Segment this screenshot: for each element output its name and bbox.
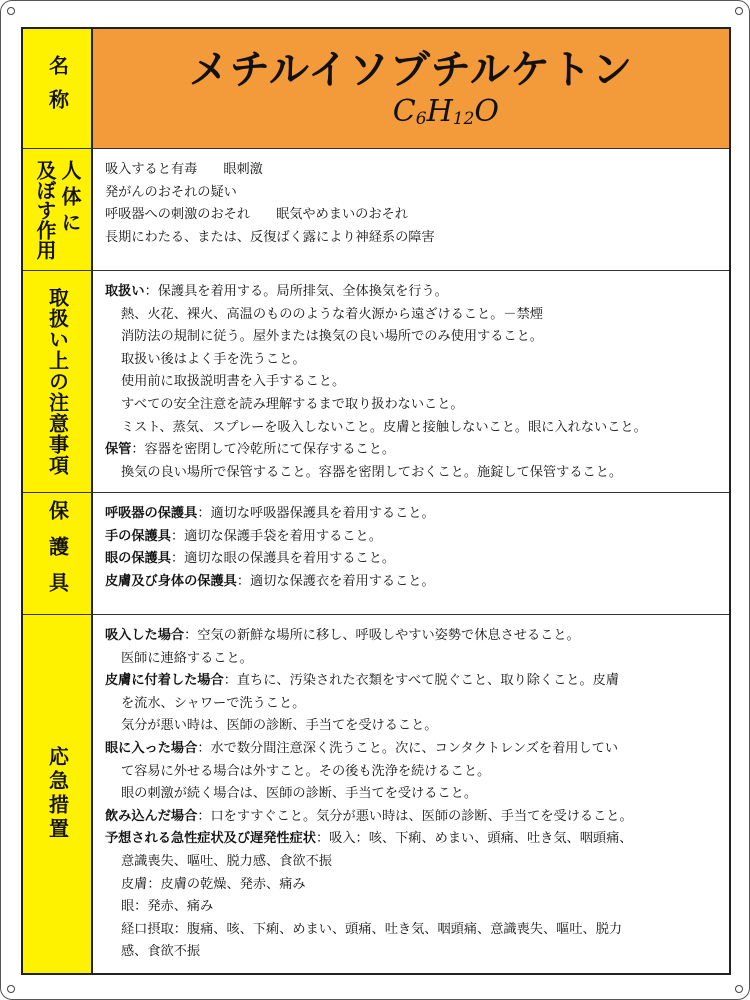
first-aid-line bbox=[105, 715, 721, 738]
chemical-name: メチルイソブチルケトン bbox=[188, 47, 634, 93]
first-aid-line bbox=[105, 738, 721, 761]
mounting-hole-top-right bbox=[735, 7, 743, 15]
health-effects-content bbox=[93, 149, 729, 270]
handling-content bbox=[93, 271, 729, 492]
health-effect-line bbox=[105, 204, 721, 227]
health-effect-line bbox=[105, 182, 721, 205]
sds-table bbox=[21, 27, 731, 975]
first-aid-line-heading: 予想される急性症状及び遅発性症状 bbox=[105, 831, 316, 847]
first-aid-line-text: を流水、シャワーで洗うこと。 bbox=[121, 695, 306, 711]
first-aid-line-text: 気分が悪い時は、医師の診断、手当てを受けること。 bbox=[121, 718, 438, 734]
title-cell bbox=[93, 29, 729, 148]
first-aid-line bbox=[105, 828, 721, 851]
handling-line bbox=[105, 439, 721, 462]
first-aid-line-heading: 皮膚に付着した場合 bbox=[105, 673, 224, 689]
first-aid-line-text: 感、食欲不振 bbox=[121, 944, 201, 960]
name-label: 名称 bbox=[23, 29, 93, 148]
protective-line-text: ：適切な保護手袋を着用すること。 bbox=[170, 528, 382, 544]
chemical-formula bbox=[393, 94, 499, 129]
formula-subscript: 12 bbox=[452, 109, 475, 129]
handling-line bbox=[105, 349, 721, 372]
handling-row bbox=[23, 271, 729, 493]
health-effect-item: 眠気やめまいのおそれ bbox=[276, 207, 408, 223]
first-aid-label: 応急措置 bbox=[23, 615, 93, 973]
first-aid-line-text: ：口をすすぐこと。気分が悪い時は、医師の診断、手当てを受けること。 bbox=[197, 808, 633, 824]
first-aid-line-heading: 吸入した場合 bbox=[105, 628, 185, 643]
first-aid-line bbox=[105, 851, 721, 874]
protective-line-heading: 皮膚及び身体の保護具 bbox=[105, 573, 237, 589]
protective-line bbox=[105, 526, 721, 549]
mounting-hole-bottom-left bbox=[7, 985, 15, 993]
handling-line bbox=[105, 417, 721, 440]
first-aid-line-heading: 眼に入った場合 bbox=[105, 740, 198, 756]
handling-line-text: ミスト、蒸気、スプレーを吸入しないこと。皮膚と接触しないこと。眼に入れないこと。 bbox=[121, 419, 647, 435]
formula-element: O bbox=[474, 94, 499, 129]
first-aid-line bbox=[105, 693, 721, 716]
health-effect-item: 呼吸器への刺激のおそれ bbox=[105, 207, 251, 223]
name-row bbox=[23, 29, 729, 149]
handling-line-heading: 保管 bbox=[105, 442, 132, 458]
protective-line-text: ：適切な保護衣を着用すること。 bbox=[236, 573, 435, 589]
first-aid-line-text: 眼：発赤、痛み bbox=[121, 899, 214, 915]
health-effect-item: 発がんのおそれの疑い bbox=[105, 184, 237, 200]
first-aid-content bbox=[93, 615, 729, 973]
first-aid-line-text: ：水で数分間注意深く洗うこと。次に、コンタクトレンズを着用してい bbox=[197, 740, 619, 756]
first-aid-line-text: ：直ちに、汚染された衣類をすべて脱ぐこと、取り除くこと。皮膚 bbox=[223, 673, 620, 689]
protective-line bbox=[105, 571, 721, 594]
first-aid-line-text: 医師に連絡すること。 bbox=[121, 650, 253, 666]
first-aid-line-text: 経口摂取：腹痛、咳、下痢、めまい、頭痛、吐き気、咽頭痛、意識喪失、嘔吐、脱力 bbox=[121, 921, 623, 937]
first-aid-line-text: 意識喪失、嘔吐、脱力感、食欲不振 bbox=[121, 853, 332, 869]
protective-line bbox=[105, 548, 721, 571]
first-aid-line bbox=[105, 783, 721, 806]
health-effect-item: 吸入すると有毒 bbox=[105, 162, 198, 177]
protective-line bbox=[105, 503, 721, 526]
first-aid-line bbox=[105, 874, 721, 897]
protective-equipment-content bbox=[93, 493, 729, 614]
handling-line bbox=[105, 462, 721, 485]
formula-subscript: 6 bbox=[415, 109, 427, 129]
handling-line-text: 取扱い後はよく手を洗うこと。 bbox=[121, 351, 306, 367]
handling-line bbox=[105, 394, 721, 417]
formula-element: C bbox=[392, 94, 416, 129]
protective-line-heading: 手の保護具 bbox=[105, 528, 171, 544]
first-aid-line-text: ：吸入：咳、下痢、めまい、頭痛、吐き気、咽頭痛、 bbox=[316, 831, 633, 847]
handling-line-text: ：保護具を着用する。局所排気、全体換気を行う。 bbox=[144, 284, 448, 299]
first-aid-row bbox=[23, 615, 729, 973]
health-effects-row bbox=[23, 149, 729, 271]
health-effect-item: 長期にわたる、または、反復ばく露により神経系の障害 bbox=[105, 229, 435, 245]
protective-line-heading: 呼吸器の保護具 bbox=[105, 506, 198, 521]
handling-line bbox=[105, 371, 721, 394]
protective-equipment-label: 保護具 bbox=[23, 493, 93, 614]
first-aid-line bbox=[105, 670, 721, 693]
formula-element: H bbox=[426, 94, 453, 129]
first-aid-line bbox=[105, 919, 721, 942]
first-aid-line bbox=[105, 761, 721, 784]
handling-line-text: 使用前に取扱説明書を入手すること。 bbox=[121, 374, 346, 390]
handling-line-heading: 取扱い bbox=[105, 284, 145, 299]
first-aid-line bbox=[105, 625, 721, 648]
protective-line-text: ：適切な眼の保護具を着用すること。 bbox=[170, 551, 396, 567]
handling-line-text: 換気の良い場所で保管すること。容器を密閉しておくこと。施錠して保管すること。 bbox=[121, 464, 623, 480]
first-aid-line-text: ：空気の新鮮な場所に移し、呼吸しやすい姿勢で休息させること。 bbox=[184, 628, 580, 643]
health-effect-line bbox=[105, 227, 721, 250]
first-aid-line-text: 皮膚：皮膚の乾燥、発赤、痛み bbox=[121, 876, 306, 892]
first-aid-line-heading: 飲み込んだ場合 bbox=[105, 808, 198, 824]
handling-line bbox=[105, 326, 721, 349]
health-effect-line bbox=[105, 159, 721, 182]
mounting-hole-top-left bbox=[7, 7, 15, 15]
first-aid-line-text: て容易に外せる場合は外すこと。その後も洗浄を続けること。 bbox=[121, 763, 491, 779]
protective-equipment-row bbox=[23, 493, 729, 615]
handling-label: 取扱い上の注意事項 bbox=[23, 271, 93, 492]
handling-line-text: 消防法の規制に従う。屋外または換気の良い場所でのみ使用すること。 bbox=[121, 329, 543, 345]
health-effect-item: 眼刺激 bbox=[223, 162, 263, 177]
handling-line bbox=[105, 304, 721, 327]
first-aid-line bbox=[105, 806, 721, 829]
first-aid-line bbox=[105, 941, 721, 964]
first-aid-line-text: 眼の刺激が続く場合は、医師の診断、手当てを受けること。 bbox=[121, 786, 478, 802]
handling-line-text: すべての安全注意を読み理解するまで取り扱わないこと。 bbox=[121, 396, 464, 412]
handling-line-text: ：容器を密閉して冷乾所にて保存すること。 bbox=[131, 442, 396, 458]
handling-line-text: 熱、火花、裸火、高温のもののような着火源から遠ざけること。－禁煙 bbox=[121, 306, 543, 322]
health-effects-label: 人体に 及ぼす作用 bbox=[23, 149, 93, 270]
handling-line bbox=[105, 281, 721, 304]
protective-line-heading: 眼の保護具 bbox=[105, 551, 171, 567]
first-aid-line bbox=[105, 896, 721, 919]
protective-line-text: ：適切な呼吸器保護具を着用すること。 bbox=[197, 506, 435, 521]
first-aid-line bbox=[105, 648, 721, 671]
mounting-hole-bottom-right bbox=[735, 985, 743, 993]
